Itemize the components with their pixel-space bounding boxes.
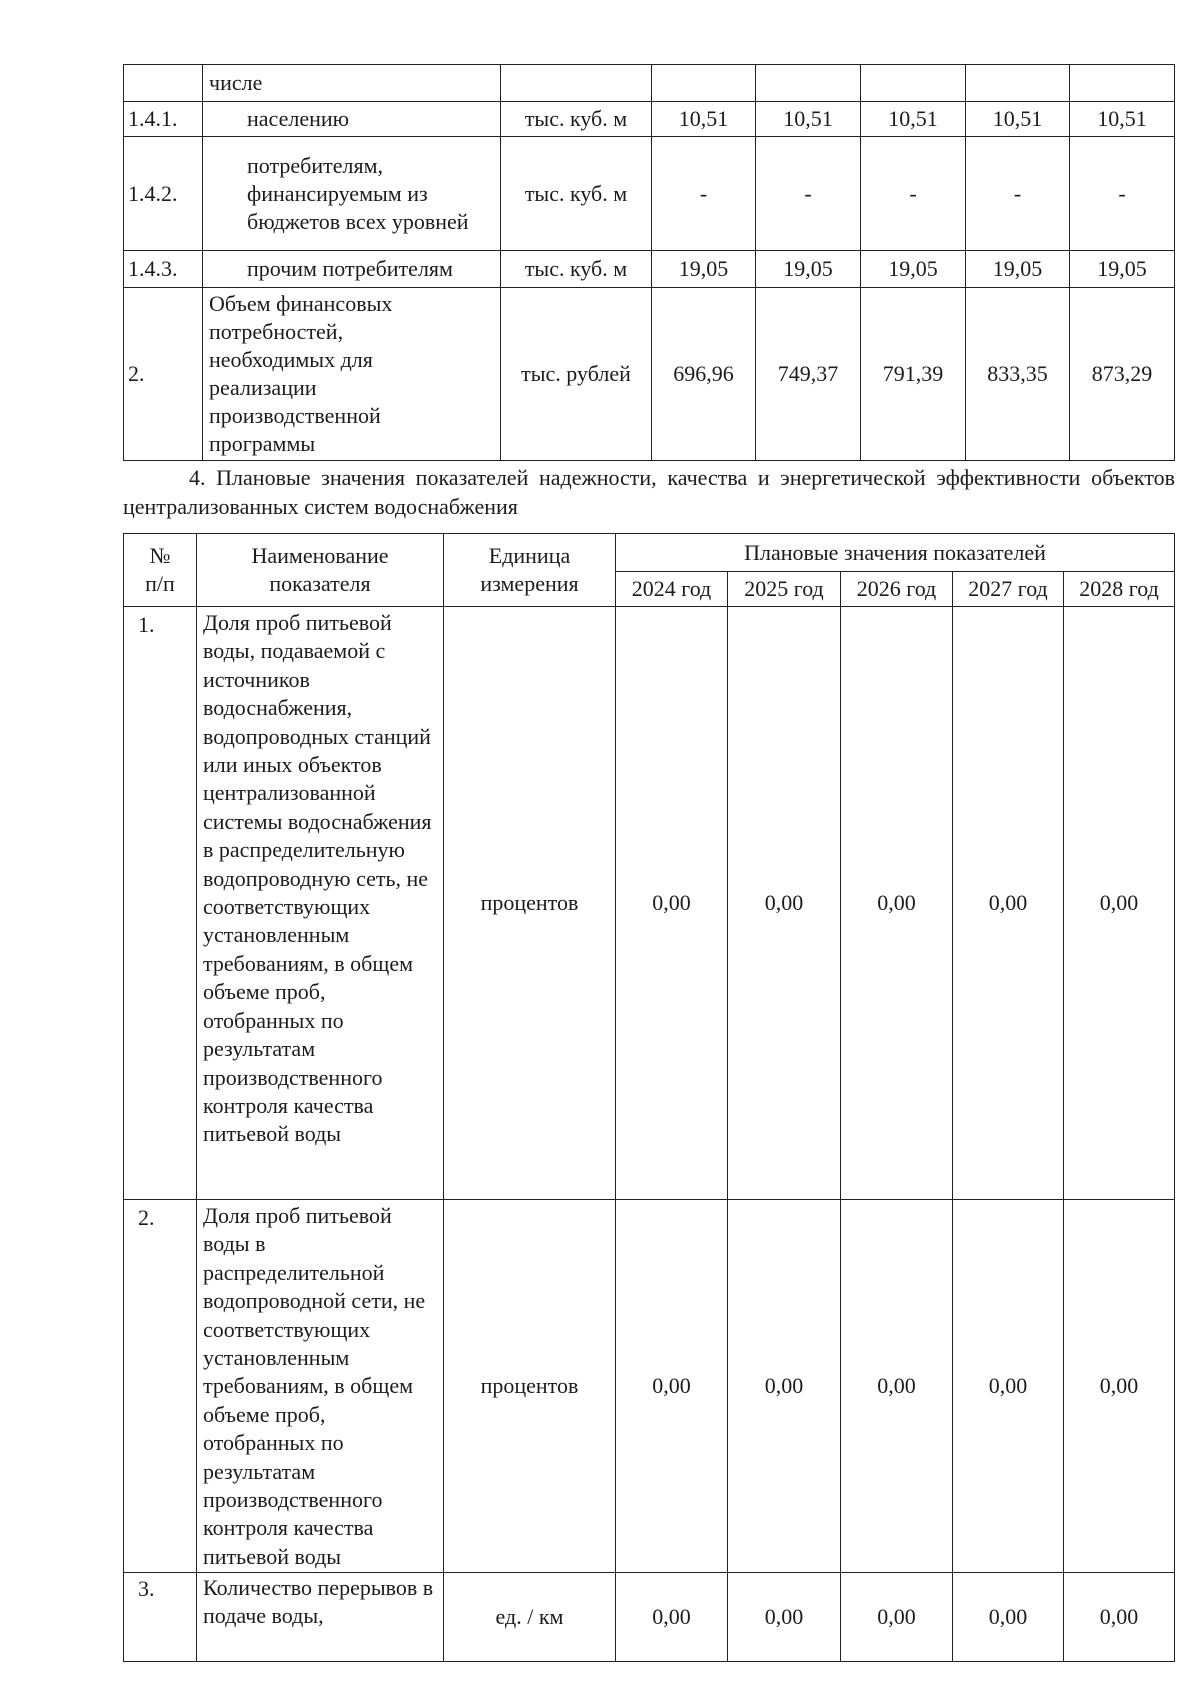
header-name: Наименование показателя	[197, 534, 444, 607]
row-value: 19,05	[966, 251, 1070, 288]
row-unit: тыс. рублей	[501, 288, 652, 461]
row-value: 0,00	[616, 607, 728, 1200]
header-group: Плановые значения показателей	[616, 534, 1175, 572]
section-heading-text: 4. Плановые значения показателей надежности, качества и энергетической эффективности объектов централизованных систем водоснабжения	[123, 465, 1175, 519]
row-number: 3.	[124, 1573, 197, 1662]
row-name: Доля проб питьевой воды в распределительной водопроводной сети, не соответствующих установленным требованиям, в общем объеме проб, отобранных по результатам производственного контроля качества питьевой воды	[197, 1200, 444, 1573]
row-unit: тыс. куб. м	[501, 102, 652, 137]
row-value: 10,51	[966, 102, 1070, 137]
row-value: 19,05	[861, 251, 966, 288]
row-value: 0,00	[616, 1200, 728, 1573]
header-row	[124, 534, 1175, 572]
row-value: 791,39	[861, 288, 966, 461]
row-unit	[501, 65, 652, 102]
row-value: 0,00	[841, 1573, 953, 1662]
row-name: населению	[203, 102, 501, 137]
header-num: № п/п	[124, 534, 197, 607]
row-number: 1.4.2.	[124, 137, 203, 251]
row-number: 2.	[124, 288, 203, 461]
table-row	[124, 102, 1175, 137]
row-unit: ед. / км	[444, 1573, 616, 1662]
indicators-table	[123, 533, 1175, 1662]
row-unit: тыс. куб. м	[501, 137, 652, 251]
table-row	[124, 1200, 1175, 1573]
row-value: 0,00	[616, 1573, 728, 1662]
header-unit: Единица измерения	[444, 534, 616, 607]
table-row	[124, 251, 1175, 288]
header-year: 2024 год	[616, 572, 728, 607]
row-value: 19,05	[652, 251, 756, 288]
row-name: Доля проб питьевой воды, подаваемой с источников водоснабжения, водопроводных станций или иных объектов централизованной системы водоснабжения в распределительную водопроводную сеть, не соответствующих установленным требованиям, в общем объеме проб, отобранных по результатам производственного контроля качества питьевой воды	[197, 607, 444, 1200]
row-value	[1070, 65, 1175, 102]
row-value: 10,51	[652, 102, 756, 137]
header-year: 2027 год	[953, 572, 1064, 607]
row-value	[966, 65, 1070, 102]
row-unit: процентов	[444, 1200, 616, 1573]
table-row	[124, 1573, 1175, 1662]
header-year: 2028 год	[1064, 572, 1175, 607]
row-unit: тыс. куб. м	[501, 251, 652, 288]
row-value: -	[861, 137, 966, 251]
table-row	[124, 607, 1175, 1200]
row-value: 873,29	[1070, 288, 1175, 461]
row-value: 19,05	[1070, 251, 1175, 288]
row-value: 0,00	[953, 1573, 1064, 1662]
header-year: 2025 год	[728, 572, 841, 607]
row-value: 833,35	[966, 288, 1070, 461]
row-value: 0,00	[728, 1200, 841, 1573]
row-name: потребителям, финансируемым из бюджетов всех уровней	[203, 137, 501, 251]
row-value: 10,51	[861, 102, 966, 137]
row-value: 749,37	[756, 288, 861, 461]
row-value: 0,00	[841, 607, 953, 1200]
row-number: 1.4.3.	[124, 251, 203, 288]
header-year: 2026 год	[841, 572, 953, 607]
row-value: -	[756, 137, 861, 251]
table-row	[124, 137, 1175, 251]
row-name: Количество перерывов в подаче воды,	[197, 1573, 444, 1662]
table-row	[124, 65, 1175, 102]
row-value: 0,00	[841, 1200, 953, 1573]
table-row	[124, 288, 1175, 461]
row-value: 0,00	[953, 1200, 1064, 1573]
row-value: 19,05	[756, 251, 861, 288]
row-value: 10,51	[1070, 102, 1175, 137]
row-value: -	[966, 137, 1070, 251]
section-heading	[123, 463, 1175, 521]
row-value: 10,51	[756, 102, 861, 137]
row-value	[861, 65, 966, 102]
row-unit: процентов	[444, 607, 616, 1200]
row-value: 696,96	[652, 288, 756, 461]
row-number	[124, 65, 203, 102]
row-name: числе	[203, 65, 501, 102]
row-value: 0,00	[953, 607, 1064, 1200]
row-value: 0,00	[1064, 1573, 1175, 1662]
row-number: 1.4.1.	[124, 102, 203, 137]
row-number: 2.	[124, 1200, 197, 1573]
production-program-table	[123, 64, 1175, 461]
row-value: -	[1070, 137, 1175, 251]
row-value: -	[652, 137, 756, 251]
row-value	[652, 65, 756, 102]
row-number: 1.	[124, 607, 197, 1200]
row-value: 0,00	[728, 607, 841, 1200]
row-name: Объем финансовых потребностей, необходимых для реализации производственной программы	[203, 288, 501, 461]
row-name: прочим потребителям	[203, 251, 501, 288]
row-value: 0,00	[1064, 607, 1175, 1200]
row-value: 0,00	[728, 1573, 841, 1662]
row-value: 0,00	[1064, 1200, 1175, 1573]
row-value	[756, 65, 861, 102]
